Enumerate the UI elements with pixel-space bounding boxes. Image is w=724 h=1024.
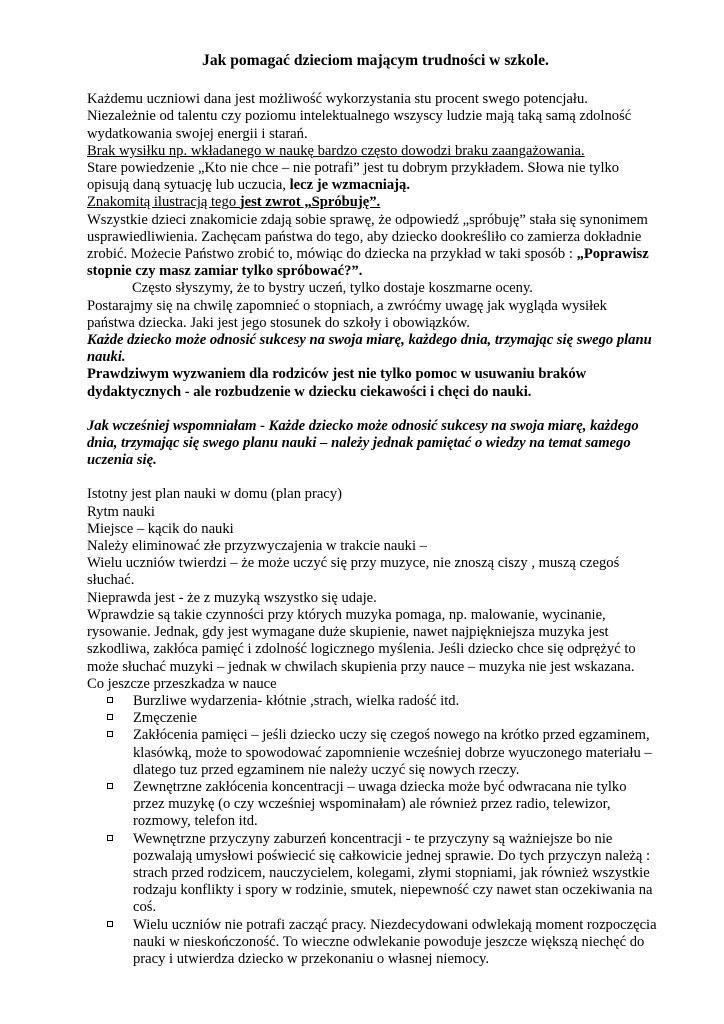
paragraph-music-false: Nieprawda jest - że z muzyką wszystko się udaje. [87,589,377,606]
square-bullet-icon [107,731,113,737]
paragraph-challenge: Prawdziwym wyzwaniem dla rodziców jest nie tylko pomoc w usuwaniu braków dydaktycznych - ale rozbudzenie w dziecku ciekawości i chęci do nauki. [87,366,587,400]
paragraph-habits: Należy eliminować złe przyzwyczajenia w trakcie nauki – [87,538,427,555]
list-item-text: Zewnętrzne zakłócenia koncentracji – uwaga dziecka może być odwracana nie tylko przez muzykę (o czy wcześniej wspominałam) ale również przez radio, telewizor, rozmowy, telefon itd. [133,778,627,830]
list-item [133,710,658,727]
paragraph-try [87,212,658,281]
paragraph-illustration-text: Znakomitą ilustracją tego [87,194,240,211]
spacer [87,469,658,486]
paragraph-illustration-emphasis: jest zwrot „Spróbuję”. [239,194,381,211]
list-item-text: Burzliwe wydarzenia- kłótnie ,strach, wielka radość itd. [133,692,460,709]
paragraph-try-text: Wszystkie dzieci znakomicie zdają sobie sprawę, że odpowiedź „spróbuję” stała się synonimem usprawiedliwienia. Zachęcam państwa do tego, aby dziecko dookreśliło co zamierza dokładnie zrobić. Możecie Państwo zrobić to, mówiąc do dziecka na przykład w taki sposób : [87,211,648,263]
spacer [87,401,658,418]
paragraph-reminder: Jak wcześniej wspomniałam - Każde dziecko może odnosić sukcesy na swoja miarę, każdego dnia, trzymając się swego planu nauki – należy jednak pamiętać o wiedzy na temat samego uczenia się. [87,417,639,469]
paragraph-forget-grades: Postarajmy się na chwilę zapomnieć o stopniach, a zwróćmy uwagę jak wygląda wysiłek państwa dziecka. Jaki jest jego stosunek do szkoły i obowiązków. [87,297,607,331]
square-bullet-icon [107,835,113,841]
paragraph-try-question: „Poprawisz stopnie czy masz zamiar tylko spróbować?”. [87,246,649,280]
list-item [133,693,658,710]
list-item [133,831,658,917]
paragraph-smart-student: Często słyszymy, że to bystry uczeń, tylko dostaje koszmarne oceny. [132,280,533,297]
paragraph-success-italic: Każde dziecko może odnosić sukcesy na swoja miarę, każdego dnia, trzymając się swego planu nauki. [87,332,652,366]
paragraph-rhythm: Rytm nauki [87,503,155,520]
disturbances-list [87,693,658,968]
list-item-text: Zakłócenia pamięci – jeśli dziecko uczy się czegoś nowego na krótko przed egzaminem, klasówką, może to spowodować zapomnienie wcześniej dobrze wyuczonego materiału – dlatego tuz przed egzaminem nie należy uczyć się nowych rzeczy. [133,727,652,778]
paragraph-place: Miejsce – kącik do nauki [87,520,234,537]
square-bullet-icon [107,921,113,927]
paragraph-illustration [87,194,658,211]
list-item [133,779,658,831]
paragraph-disturbances-heading: Co jeszcze przeszkadza w nauce [87,675,277,692]
paragraph-plan: Istotny jest plan nauki w domu (plan pracy) [87,486,342,503]
paragraph-effort: Brak wysiłku np. wkładanego w naukę bardzo często dowodzi braku zaangażowania. [87,142,585,159]
paragraph-music-details: Wprawdzie są takie czynności przy których muzyka pomaga, np. malowanie, wycinanie, rysowanie. Jednak, gdy jest wymagane duże skupienie, nawet najpiękniejsza muzyka jest szkodliwa, zakłóca pamięć i zdolność logicznego myślenia. Jeśli dziecko chce się odprężyć to może słuchać muzyki – jednak w chwilach skupienia przy nauce – muzyka nie jest wskazana. [87,606,636,675]
list-item-text: Wielu uczniów nie potrafi zacząć pracy. Niezdecydowani odwlekają moment rozpoczęcia nauki w nieskończoność. To wieczne odwlekanie powoduje jeszcze większą niechęć do pracy i utwierdza dziecko w przekonaniu o własnej niemocy. [133,916,657,967]
list-item-text: Zmęczenie [133,710,198,727]
paragraph-saying-emphasis: lecz je wzmacniają. [289,177,410,194]
paragraph-intro-2: Niezależnie od talentu czy poziomu intelektualnego wszyscy ludzie mają taką samą zdolność wydatkowania swojej energii i starań. [87,108,632,142]
document-title: Jak pomagać dzieciom mającym trudności w szkole. [202,52,549,69]
square-bullet-icon [107,783,113,789]
paragraph-saying-text: Stare powiedzenie „Kto nie chce – nie potrafi” jest tu dobrym przykładem. Słowa nie tylko opisują daną sytuację lub uczucia, [87,160,620,194]
list-item [133,917,658,969]
square-bullet-icon [107,714,113,720]
square-bullet-icon [107,697,113,703]
paragraph-music-claim: Wielu uczniów twierdzi – że może uczyć się przy muzyce, nie znoszą ciszy , muszą czegoś słuchać. [87,555,620,589]
list-item-text: Wewnętrzne przyczyny zaburzeń koncentracji - te przyczyny są ważniejsze bo nie pozwalają umysłowi poświecić się całkowicie jednej sprawie. Do tych przyczyn należą : strach przed rodzicem, nauczycielem, kolegami, złymi stopniami, jak również wszystkie rodzaju konflikty i spory w rodzinie, smutek, niepewność czy nawet stan oczekiwania na coś. [133,830,653,916]
list-item [133,727,658,779]
paragraph-saying [87,160,658,194]
paragraph-intro-1: Każdemu uczniowi dana jest możliwość wykorzystania stu procent swego potencjału. [87,91,588,108]
